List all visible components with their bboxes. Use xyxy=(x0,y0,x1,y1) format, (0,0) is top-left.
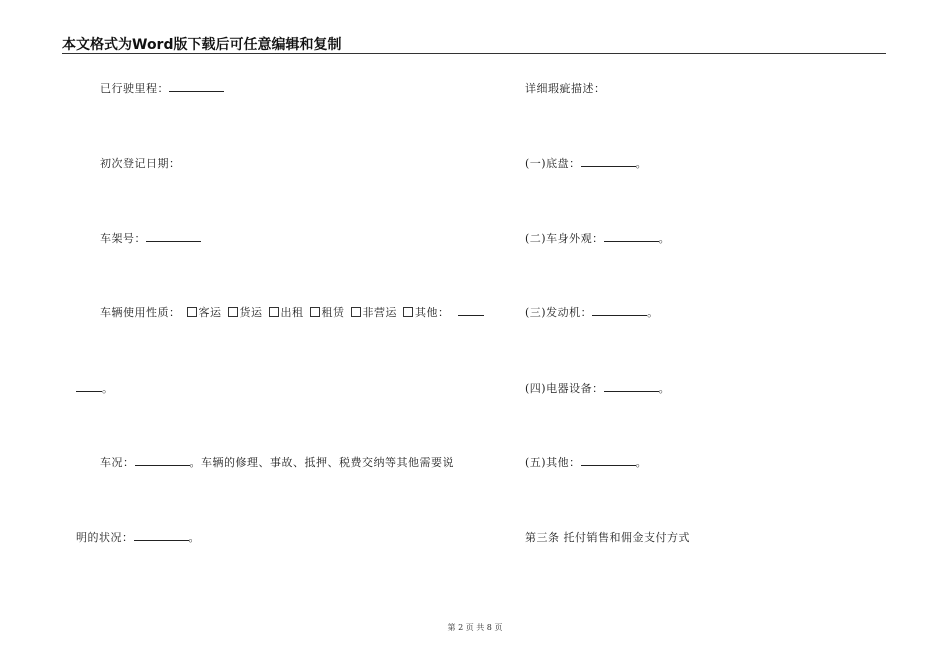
usage-option-non-operating: 非营运 xyxy=(362,306,397,319)
first-registration-line xyxy=(100,155,181,171)
engine-line xyxy=(525,304,659,320)
checkbox-passenger[interactable] xyxy=(187,307,197,317)
other-blank[interactable] xyxy=(581,457,636,466)
vin-line xyxy=(100,230,201,246)
condition-cont-blank[interactable] xyxy=(134,532,189,541)
header-divider xyxy=(62,53,886,54)
defect-description-label: 详细瑕疵描述： xyxy=(525,82,606,95)
usage-option-freight: 货运 xyxy=(239,306,263,319)
condition-line xyxy=(100,454,454,470)
other-period: 。 xyxy=(635,456,648,469)
body-line xyxy=(525,230,670,246)
checkbox-freight[interactable] xyxy=(228,307,238,317)
other-label: (五)其他： xyxy=(525,456,581,469)
first-registration-label: 初次登记日期： xyxy=(100,157,181,170)
usage-option-rental-taxi: 出租 xyxy=(280,306,304,319)
condition-cont-period: 。 xyxy=(188,531,200,544)
chassis-period: 。 xyxy=(635,157,648,170)
checkbox-lease[interactable] xyxy=(310,307,320,317)
checkbox-rental-taxi[interactable] xyxy=(269,307,279,317)
engine-blank[interactable] xyxy=(592,307,647,316)
electrical-period: 。 xyxy=(658,382,671,395)
engine-label: (三)发动机： xyxy=(525,306,593,319)
condition-text: 。车辆的修理、事故、抵押、税费交纳等其他需要说 xyxy=(189,456,454,469)
body-blank[interactable] xyxy=(604,233,659,242)
usage-period: 。 xyxy=(102,382,114,395)
mileage-label: 已行驶里程： xyxy=(100,82,169,95)
checkbox-other[interactable] xyxy=(403,307,413,317)
usage-other-blank-cont[interactable] xyxy=(76,383,102,392)
vin-label: 车架号： xyxy=(100,232,146,245)
checkbox-non-operating[interactable] xyxy=(351,307,361,317)
electrical-label: (四)电器设备： xyxy=(525,382,604,395)
page-number: 第 2 页 共 8 页 xyxy=(447,623,503,632)
chassis-line xyxy=(525,155,647,171)
condition-continuation-line xyxy=(76,529,200,545)
vin-blank[interactable] xyxy=(146,233,201,242)
mileage-blank[interactable] xyxy=(169,83,224,92)
usage-option-other: 其他： xyxy=(415,306,450,319)
electrical-blank[interactable] xyxy=(604,383,659,392)
electrical-line xyxy=(525,380,670,396)
article-heading xyxy=(525,529,690,545)
page-header-title: 本文格式为Word版下载后可任意编辑和复制 xyxy=(62,37,342,53)
body-period: 。 xyxy=(658,232,671,245)
other-line xyxy=(525,454,647,470)
condition-blank[interactable] xyxy=(135,457,190,466)
condition-label: 车况： xyxy=(100,456,135,469)
usage-line xyxy=(100,304,484,320)
article-title: 第三条 托付销售和佣金支付方式 xyxy=(525,531,690,544)
chassis-blank[interactable] xyxy=(581,158,636,167)
defect-description-line xyxy=(525,80,606,96)
usage-other-blank[interactable] xyxy=(458,307,484,316)
usage-option-passenger: 客运 xyxy=(198,306,222,319)
chassis-label: (一)底盘： xyxy=(525,157,581,170)
body-label: (二)车身外观： xyxy=(525,232,604,245)
usage-option-lease: 租赁 xyxy=(321,306,345,319)
engine-period: 。 xyxy=(647,306,659,319)
usage-label: 车辆使用性质： xyxy=(100,306,181,319)
mileage-line xyxy=(100,80,224,96)
condition-cont-label: 明的状况： xyxy=(76,531,134,544)
usage-continuation-line xyxy=(76,380,114,396)
